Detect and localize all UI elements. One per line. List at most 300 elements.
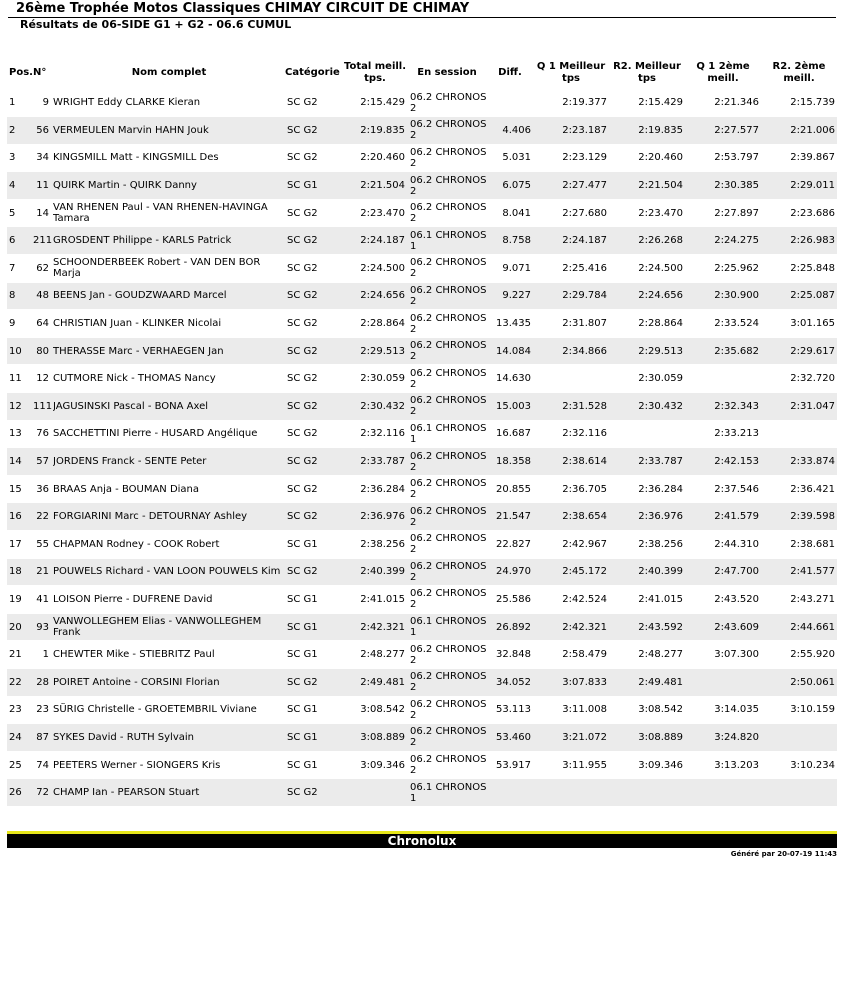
cell-q1-second: 2:25.962 xyxy=(685,255,761,283)
cell-r2-second: 2:26.983 xyxy=(761,227,837,255)
table-row xyxy=(7,199,837,227)
cell-q1-best: 2:34.866 xyxy=(533,337,609,365)
cell-total: 2:21.504 xyxy=(343,172,407,200)
cell-total: 2:24.500 xyxy=(343,255,407,283)
cell-category: SC G1 xyxy=(285,531,343,559)
cell-q1-best: 3:07.833 xyxy=(533,668,609,696)
cell-name: QUIRK Martin - QUIRK Danny xyxy=(53,172,285,200)
cell-total: 2:23.470 xyxy=(343,199,407,227)
cell-session: 06.2 CHRONOS 2 xyxy=(407,365,487,393)
cell-q1-best: 3:11.008 xyxy=(533,696,609,724)
cell-name: THERASSE Marc - VERHAEGEN Jan xyxy=(53,337,285,365)
cell-total: 2:19.835 xyxy=(343,117,407,145)
cell-category: SC G2 xyxy=(285,365,343,393)
cell-q1-best: 2:25.416 xyxy=(533,255,609,283)
cell-r2-best: 2:48.277 xyxy=(609,641,685,669)
cell-pos: 2 xyxy=(7,117,33,145)
cell-num: 9 xyxy=(33,89,53,117)
cell-q1-second: 2:27.897 xyxy=(685,199,761,227)
cell-diff: 13.435 xyxy=(487,310,533,338)
cell-pos: 22 xyxy=(7,668,33,696)
table-row xyxy=(7,779,837,807)
cell-total: 2:38.256 xyxy=(343,531,407,559)
col-header-total: Total meill. tps. xyxy=(343,61,407,85)
cell-r2-best: 2:28.864 xyxy=(609,310,685,338)
cell-category: SC G2 xyxy=(285,448,343,476)
cell-pos: 16 xyxy=(7,503,33,531)
cell-name: CHRISTIAN Juan - KLINKER Nicolai xyxy=(53,310,285,338)
cell-pos: 5 xyxy=(7,199,33,227)
cell-category: SC G1 xyxy=(285,641,343,669)
cell-name: WRIGHT Eddy CLARKE Kieran xyxy=(53,89,285,117)
cell-r2-second: 2:31.047 xyxy=(761,393,837,421)
cell-q1-best: 2:58.479 xyxy=(533,641,609,669)
cell-name: FORGIARINI Marc - DETOURNAY Ashley xyxy=(53,503,285,531)
cell-r2-second: 2:21.006 xyxy=(761,117,837,145)
cell-r2-second: 2:44.661 xyxy=(761,613,837,641)
cell-total: 2:36.284 xyxy=(343,475,407,503)
cell-pos: 19 xyxy=(7,586,33,614)
cell-session: 06.2 CHRONOS 2 xyxy=(407,172,487,200)
cell-r2-best: 2:33.787 xyxy=(609,448,685,476)
cell-r2-best: 2:41.015 xyxy=(609,586,685,614)
cell-q1-second: 2:42.153 xyxy=(685,448,761,476)
cell-session: 06.2 CHRONOS 2 xyxy=(407,337,487,365)
cell-total: 3:09.346 xyxy=(343,751,407,779)
cell-num: 93 xyxy=(33,613,53,641)
cell-q1-second: 2:43.520 xyxy=(685,586,761,614)
page-title: 26ème Trophée Motos Classiques CHIMAY CIRCUIT DE CHIMAY xyxy=(16,1,470,16)
table-row xyxy=(7,751,837,779)
cell-num: 76 xyxy=(33,420,53,448)
cell-session: 06.2 CHRONOS 2 xyxy=(407,448,487,476)
cell-diff: 34.052 xyxy=(487,668,533,696)
cell-category: SC G2 xyxy=(285,310,343,338)
cell-q1-best: 2:42.321 xyxy=(533,613,609,641)
cell-total: 2:15.429 xyxy=(343,89,407,117)
col-header-r2-second: R2. 2ème meill. xyxy=(772,61,826,85)
table-row xyxy=(7,503,837,531)
table-row xyxy=(7,668,837,696)
cell-r2-second: 2:25.848 xyxy=(761,255,837,283)
cell-name: CUTMORE Nick - THOMAS Nancy xyxy=(53,365,285,393)
cell-total: 2:32.116 xyxy=(343,420,407,448)
cell-q1-best: 2:27.680 xyxy=(533,199,609,227)
table-row xyxy=(7,475,837,503)
footer-brand: Chronolux xyxy=(387,834,457,848)
col-header-name: Nom complet xyxy=(131,67,207,79)
cell-r2-best xyxy=(609,779,685,807)
cell-session: 06.2 CHRONOS 2 xyxy=(407,144,487,172)
cell-q1-best: 2:23.187 xyxy=(533,117,609,145)
cell-diff: 22.827 xyxy=(487,531,533,559)
cell-category: SC G2 xyxy=(285,779,343,807)
cell-q1-best xyxy=(533,365,609,393)
col-header-category: Catégorie xyxy=(285,67,340,79)
cell-pos: 14 xyxy=(7,448,33,476)
cell-r2-best: 2:36.976 xyxy=(609,503,685,531)
cell-session: 06.2 CHRONOS 2 xyxy=(407,89,487,117)
cell-q1-best: 2:31.528 xyxy=(533,393,609,421)
cell-q1-best: 3:11.955 xyxy=(533,751,609,779)
cell-pos: 3 xyxy=(7,144,33,172)
cell-r2-second: 2:29.011 xyxy=(761,172,837,200)
cell-name: LOISON Pierre - DUFRENE David xyxy=(53,586,285,614)
cell-total: 2:29.513 xyxy=(343,337,407,365)
cell-pos: 6 xyxy=(7,227,33,255)
table-row xyxy=(7,420,837,448)
cell-diff: 24.970 xyxy=(487,558,533,586)
col-header-q1-second: Q 1 2ème meill. xyxy=(696,61,750,85)
cell-name: SACCHETTINI Pierre - HUSARD Angélique xyxy=(53,420,285,448)
page-subtitle: Résultats de 06-SIDE G1 + G2 - 06.6 CUMUL xyxy=(20,18,292,31)
cell-diff: 53.460 xyxy=(487,724,533,752)
cell-r2-best: 2:36.284 xyxy=(609,475,685,503)
cell-q1-second: 2:30.385 xyxy=(685,172,761,200)
cell-r2-second: 2:32.720 xyxy=(761,365,837,393)
cell-q1-second: 2:33.213 xyxy=(685,420,761,448)
cell-total: 2:30.432 xyxy=(343,393,407,421)
cell-session: 06.2 CHRONOS 2 xyxy=(407,696,487,724)
cell-total: 2:42.321 xyxy=(343,613,407,641)
col-header-q1-best: Q 1 Meilleur tps xyxy=(536,61,606,85)
cell-pos: 8 xyxy=(7,282,33,310)
cell-name: VERMEULEN Marvin HAHN Jouk xyxy=(53,117,285,145)
cell-category: SC G2 xyxy=(285,89,343,117)
cell-r2-second: 3:10.159 xyxy=(761,696,837,724)
cell-session: 06.2 CHRONOS 2 xyxy=(407,503,487,531)
cell-diff: 16.687 xyxy=(487,420,533,448)
cell-r2-best: 2:24.656 xyxy=(609,282,685,310)
cell-diff: 32.848 xyxy=(487,641,533,669)
cell-q1-second: 3:07.300 xyxy=(685,641,761,669)
cell-q1-best: 2:29.784 xyxy=(533,282,609,310)
cell-diff: 15.003 xyxy=(487,393,533,421)
cell-diff: 21.547 xyxy=(487,503,533,531)
cell-pos: 1 xyxy=(7,89,33,117)
cell-diff: 18.358 xyxy=(487,448,533,476)
cell-q1-second: 2:37.546 xyxy=(685,475,761,503)
table-row xyxy=(7,365,837,393)
cell-r2-best xyxy=(609,420,685,448)
cell-total: 2:36.976 xyxy=(343,503,407,531)
cell-session: 06.2 CHRONOS 2 xyxy=(407,393,487,421)
cell-q1-second xyxy=(685,365,761,393)
cell-pos: 20 xyxy=(7,613,33,641)
cell-q1-best: 3:21.072 xyxy=(533,724,609,752)
cell-category: SC G2 xyxy=(285,282,343,310)
table-row xyxy=(7,172,837,200)
cell-name: CHEWTER Mike - STIEBRITZ Paul xyxy=(53,641,285,669)
cell-num: 22 xyxy=(33,503,53,531)
cell-diff: 9.227 xyxy=(487,282,533,310)
cell-total: 2:24.656 xyxy=(343,282,407,310)
table-row xyxy=(7,531,837,559)
cell-r2-best: 2:43.592 xyxy=(609,613,685,641)
cell-q1-second: 2:33.524 xyxy=(685,310,761,338)
cell-session: 06.2 CHRONOS 2 xyxy=(407,310,487,338)
cell-r2-best: 2:21.504 xyxy=(609,172,685,200)
cell-diff: 14.084 xyxy=(487,337,533,365)
table-row xyxy=(7,586,837,614)
cell-num: 80 xyxy=(33,337,53,365)
cell-diff xyxy=(487,779,533,807)
cell-num: 34 xyxy=(33,144,53,172)
table-row xyxy=(7,144,837,172)
cell-r2-second: 2:15.739 xyxy=(761,89,837,117)
cell-pos: 17 xyxy=(7,531,33,559)
cell-category: SC G2 xyxy=(285,255,343,283)
cell-q1-best: 2:19.377 xyxy=(533,89,609,117)
cell-name: SCHOONDERBEEK Robert - VAN DEN BOR Marja xyxy=(53,255,285,283)
cell-session: 06.2 CHRONOS 2 xyxy=(407,531,487,559)
cell-r2-best: 2:24.500 xyxy=(609,255,685,283)
cell-category: SC G1 xyxy=(285,613,343,641)
cell-q1-best: 2:42.967 xyxy=(533,531,609,559)
cell-category: SC G2 xyxy=(285,144,343,172)
cell-diff xyxy=(487,89,533,117)
cell-name: JORDENS Franck - SENTE Peter xyxy=(53,448,285,476)
cell-name: POUWELS Richard - VAN LOON POUWELS Kim xyxy=(53,558,285,586)
cell-q1-second: 3:24.820 xyxy=(685,724,761,752)
cell-pos: 10 xyxy=(7,337,33,365)
cell-session: 06.2 CHRONOS 2 xyxy=(407,558,487,586)
cell-session: 06.1 CHRONOS 1 xyxy=(407,227,487,255)
cell-q1-best: 2:31.807 xyxy=(533,310,609,338)
cell-r2-second: 3:10.234 xyxy=(761,751,837,779)
cell-name: KINGSMILL Matt - KINGSMILL Des xyxy=(53,144,285,172)
table-row xyxy=(7,89,837,117)
cell-num: 56 xyxy=(33,117,53,145)
cell-num: 55 xyxy=(33,531,53,559)
cell-category: SC G1 xyxy=(285,751,343,779)
cell-session: 06.1 CHRONOS 1 xyxy=(407,779,487,807)
cell-num: 72 xyxy=(33,779,53,807)
cell-session: 06.2 CHRONOS 2 xyxy=(407,724,487,752)
cell-total: 2:33.787 xyxy=(343,448,407,476)
cell-q1-best: 2:38.614 xyxy=(533,448,609,476)
col-header-session: En session xyxy=(417,67,477,79)
cell-total xyxy=(343,779,407,807)
cell-category: SC G2 xyxy=(285,503,343,531)
cell-name: BRAAS Anja - BOUMAN Diana xyxy=(53,475,285,503)
cell-session: 06.2 CHRONOS 2 xyxy=(407,255,487,283)
cell-q1-best: 2:42.524 xyxy=(533,586,609,614)
cell-pos: 21 xyxy=(7,641,33,669)
cell-total: 2:30.059 xyxy=(343,365,407,393)
cell-category: SC G1 xyxy=(285,696,343,724)
cell-num: 1 xyxy=(33,641,53,669)
cell-q1-second xyxy=(685,668,761,696)
cell-name: SYKES David - RUTH Sylvain xyxy=(53,724,285,752)
cell-r2-best: 2:49.481 xyxy=(609,668,685,696)
cell-r2-second xyxy=(761,420,837,448)
cell-total: 2:48.277 xyxy=(343,641,407,669)
cell-session: 06.1 CHRONOS 1 xyxy=(407,613,487,641)
cell-diff: 20.855 xyxy=(487,475,533,503)
cell-diff: 14.630 xyxy=(487,365,533,393)
cell-r2-second: 2:23.686 xyxy=(761,199,837,227)
cell-category: SC G2 xyxy=(285,117,343,145)
cell-total: 3:08.542 xyxy=(343,696,407,724)
table-row xyxy=(7,393,837,421)
cell-category: SC G2 xyxy=(285,199,343,227)
cell-q1-best: 2:38.654 xyxy=(533,503,609,531)
cell-q1-best xyxy=(533,779,609,807)
cell-session: 06.2 CHRONOS 2 xyxy=(407,641,487,669)
cell-q1-second: 3:14.035 xyxy=(685,696,761,724)
cell-num: 28 xyxy=(33,668,53,696)
cell-total: 3:08.889 xyxy=(343,724,407,752)
cell-r2-second: 2:43.271 xyxy=(761,586,837,614)
cell-diff: 9.071 xyxy=(487,255,533,283)
cell-q1-second: 2:47.700 xyxy=(685,558,761,586)
cell-num: 23 xyxy=(33,696,53,724)
cell-r2-second: 2:38.681 xyxy=(761,531,837,559)
cell-num: 87 xyxy=(33,724,53,752)
title-bar xyxy=(8,0,836,18)
cell-q1-second: 2:27.577 xyxy=(685,117,761,145)
table-row xyxy=(7,613,837,641)
table-row xyxy=(7,558,837,586)
cell-category: SC G2 xyxy=(285,227,343,255)
cell-category: SC G2 xyxy=(285,475,343,503)
table-row xyxy=(7,117,837,145)
table-row xyxy=(7,227,837,255)
cell-session: 06.1 CHRONOS 1 xyxy=(407,420,487,448)
cell-pos: 12 xyxy=(7,393,33,421)
cell-r2-second: 2:36.421 xyxy=(761,475,837,503)
cell-pos: 23 xyxy=(7,696,33,724)
cell-r2-best: 2:30.432 xyxy=(609,393,685,421)
cell-r2-second: 2:39.867 xyxy=(761,144,837,172)
cell-num: 36 xyxy=(33,475,53,503)
cell-diff: 8.041 xyxy=(487,199,533,227)
cell-num: 41 xyxy=(33,586,53,614)
cell-r2-second: 2:50.061 xyxy=(761,668,837,696)
cell-r2-best: 2:38.256 xyxy=(609,531,685,559)
cell-num: 64 xyxy=(33,310,53,338)
cell-name: CHAPMAN Rodney - COOK Robert xyxy=(53,531,285,559)
cell-pos: 4 xyxy=(7,172,33,200)
cell-r2-second: 3:01.165 xyxy=(761,310,837,338)
cell-category: SC G2 xyxy=(285,393,343,421)
cell-pos: 15 xyxy=(7,475,33,503)
cell-name: CHAMP Ian - PEARSON Stuart xyxy=(53,779,285,807)
cell-pos: 25 xyxy=(7,751,33,779)
table-body xyxy=(7,89,837,806)
cell-num: 11 xyxy=(33,172,53,200)
cell-pos: 26 xyxy=(7,779,33,807)
table-row xyxy=(7,641,837,669)
cell-q1-second: 2:53.797 xyxy=(685,144,761,172)
cell-q1-second: 3:13.203 xyxy=(685,751,761,779)
cell-r2-best: 2:40.399 xyxy=(609,558,685,586)
cell-r2-second: 2:29.617 xyxy=(761,337,837,365)
cell-q1-second: 2:32.343 xyxy=(685,393,761,421)
cell-pos: 7 xyxy=(7,255,33,283)
cell-total: 2:41.015 xyxy=(343,586,407,614)
col-header-diff: Diff. xyxy=(498,67,522,79)
generated-timestamp: Généré par 20-07-19 11:43 xyxy=(730,850,837,858)
cell-pos: 13 xyxy=(7,420,33,448)
table-row xyxy=(7,448,837,476)
cell-diff: 53.113 xyxy=(487,696,533,724)
table-row xyxy=(7,337,837,365)
cell-total: 2:28.864 xyxy=(343,310,407,338)
cell-session: 06.2 CHRONOS 2 xyxy=(407,475,487,503)
cell-pos: 24 xyxy=(7,724,33,752)
cell-diff: 6.075 xyxy=(487,172,533,200)
cell-num: 12 xyxy=(33,365,53,393)
table-row xyxy=(7,282,837,310)
cell-q1-best: 2:45.172 xyxy=(533,558,609,586)
cell-r2-second: 2:55.920 xyxy=(761,641,837,669)
cell-total: 2:24.187 xyxy=(343,227,407,255)
table-row xyxy=(7,724,837,752)
cell-r2-second: 2:25.087 xyxy=(761,282,837,310)
cell-category: SC G2 xyxy=(285,558,343,586)
cell-diff: 8.758 xyxy=(487,227,533,255)
cell-q1-best: 2:27.477 xyxy=(533,172,609,200)
cell-q1-second: 2:44.310 xyxy=(685,531,761,559)
cell-q1-second: 2:43.609 xyxy=(685,613,761,641)
cell-r2-best: 3:08.889 xyxy=(609,724,685,752)
cell-category: SC G2 xyxy=(285,668,343,696)
cell-category: SC G2 xyxy=(285,420,343,448)
cell-r2-best: 3:09.346 xyxy=(609,751,685,779)
cell-r2-second xyxy=(761,724,837,752)
cell-diff: 26.892 xyxy=(487,613,533,641)
cell-name: VAN RHENEN Paul - VAN RHENEN-HAVINGA Tamara xyxy=(53,199,285,227)
cell-r2-second xyxy=(761,779,837,807)
cell-session: 06.2 CHRONOS 2 xyxy=(407,668,487,696)
cell-r2-best: 2:20.460 xyxy=(609,144,685,172)
cell-r2-best: 2:26.268 xyxy=(609,227,685,255)
results-table xyxy=(7,58,837,806)
cell-r2-best: 2:29.513 xyxy=(609,337,685,365)
cell-diff: 25.586 xyxy=(487,586,533,614)
cell-diff: 53.917 xyxy=(487,751,533,779)
cell-diff: 5.031 xyxy=(487,144,533,172)
cell-q1-second xyxy=(685,779,761,807)
cell-q1-best: 2:24.187 xyxy=(533,227,609,255)
cell-num: 74 xyxy=(33,751,53,779)
cell-name: GROSDENT Philippe - KARLS Patrick xyxy=(53,227,285,255)
cell-category: SC G2 xyxy=(285,337,343,365)
cell-name: VANWOLLEGHEM Elias - VANWOLLEGHEM Frank xyxy=(53,613,285,641)
cell-category: SC G1 xyxy=(285,724,343,752)
cell-num: 111 xyxy=(33,393,53,421)
col-header-pos: Pos. xyxy=(9,67,33,79)
cell-num: 14 xyxy=(33,199,53,227)
cell-r2-second: 2:41.577 xyxy=(761,558,837,586)
cell-session: 06.2 CHRONOS 2 xyxy=(407,282,487,310)
cell-pos: 11 xyxy=(7,365,33,393)
cell-q1-best: 2:32.116 xyxy=(533,420,609,448)
cell-r2-best: 2:23.470 xyxy=(609,199,685,227)
table-header xyxy=(7,58,837,89)
cell-session: 06.2 CHRONOS 2 xyxy=(407,586,487,614)
cell-q1-second: 2:35.682 xyxy=(685,337,761,365)
cell-session: 06.2 CHRONOS 2 xyxy=(407,751,487,779)
cell-session: 06.2 CHRONOS 2 xyxy=(407,199,487,227)
cell-q1-best: 2:36.705 xyxy=(533,475,609,503)
cell-category: SC G1 xyxy=(285,172,343,200)
cell-category: SC G1 xyxy=(285,586,343,614)
cell-q1-second: 2:41.579 xyxy=(685,503,761,531)
cell-r2-best: 3:08.542 xyxy=(609,696,685,724)
